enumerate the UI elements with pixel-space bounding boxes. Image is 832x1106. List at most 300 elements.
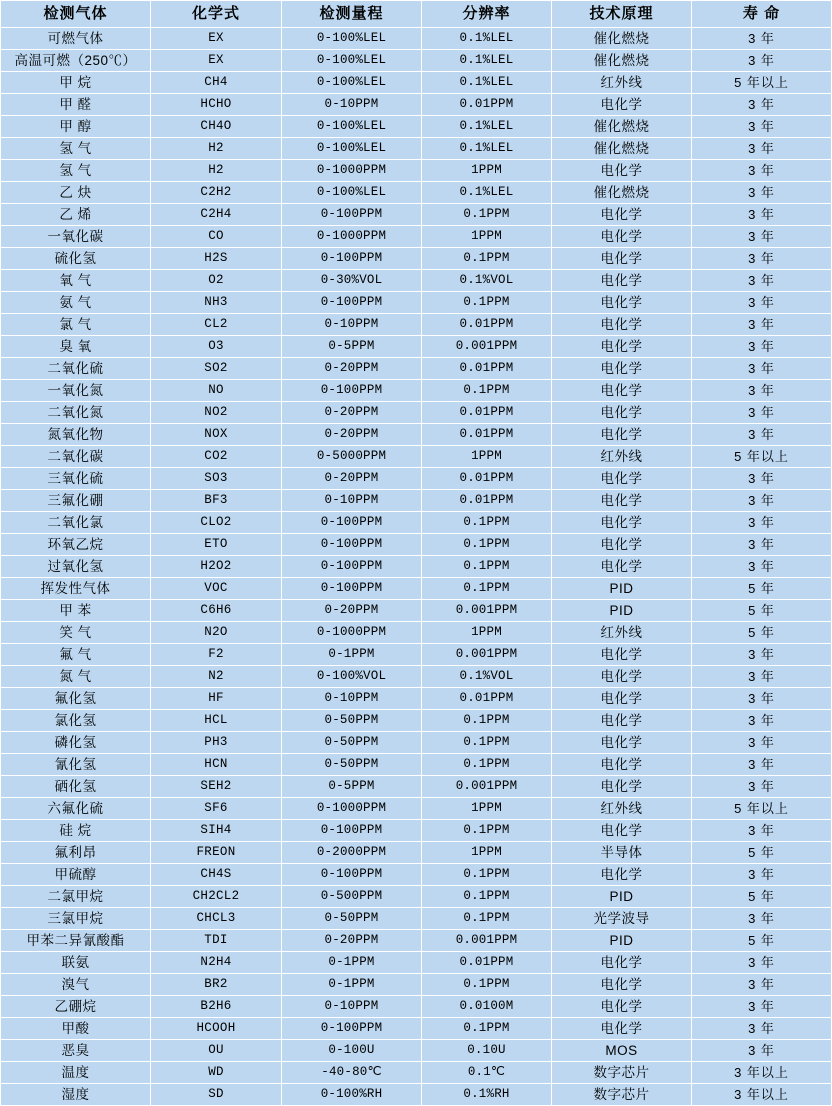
cell-principle: 催化燃烧 [552,28,692,50]
cell-gas: 一氧化碳 [1,226,151,248]
cell-principle: 电化学 [552,776,692,798]
cell-formula: SIH4 [151,820,282,842]
cell-principle: 光学波导 [552,908,692,930]
cell-principle: 电化学 [552,820,692,842]
cell-formula: CL2 [151,314,282,336]
cell-resolution: 0.1%RH [422,1084,552,1106]
table-row [1,380,832,402]
cell-formula: CHCL3 [151,908,282,930]
cell-gas: 可燃气体 [1,28,151,50]
cell-gas: 甲苯二异氰酸酯 [1,930,151,952]
cell-formula: NOX [151,424,282,446]
table-row [1,688,832,710]
cell-principle: PID [552,886,692,908]
table-header [1,1,832,28]
cell-formula: HF [151,688,282,710]
cell-resolution: 0.1PPM [422,820,552,842]
cell-resolution: 0.01PPM [422,424,552,446]
cell-resolution: 0.10U [422,1040,552,1062]
cell-principle: 电化学 [552,468,692,490]
cell-lifetime: 3 年 [692,292,832,314]
table-row [1,160,832,182]
cell-lifetime: 5 年 [692,622,832,644]
cell-lifetime: 3 年 [692,908,832,930]
cell-gas: 环氧乙烷 [1,534,151,556]
cell-lifetime: 3 年以上 [692,1084,832,1106]
cell-resolution: 0.1PPM [422,380,552,402]
cell-formula: NO2 [151,402,282,424]
cell-lifetime: 3 年 [692,952,832,974]
cell-resolution: 0.1PPM [422,1018,552,1040]
cell-gas: 甲酸 [1,1018,151,1040]
cell-principle: 电化学 [552,314,692,336]
cell-principle: 催化燃烧 [552,50,692,72]
table-body [1,28,832,1106]
cell-resolution: 0.001PPM [422,930,552,952]
column-header-lifetime: 寿 命 [692,1,832,28]
cell-gas: 挥发性气体 [1,578,151,600]
cell-principle: 电化学 [552,270,692,292]
table-row [1,336,832,358]
cell-gas: 硒化氢 [1,776,151,798]
cell-formula: H2 [151,160,282,182]
cell-resolution: 0.1PPM [422,292,552,314]
table-row [1,512,832,534]
cell-resolution: 1PPM [422,622,552,644]
cell-resolution: 0.01PPM [422,94,552,116]
cell-lifetime: 3 年 [692,138,832,160]
cell-range: 0-100%LEL [282,138,422,160]
cell-lifetime: 3 年 [692,534,832,556]
cell-range: 0-100PPM [282,204,422,226]
cell-range: 0-1PPM [282,644,422,666]
cell-lifetime: 3 年 [692,1018,832,1040]
cell-range: 0-50PPM [282,710,422,732]
table-row [1,974,832,996]
cell-range: 0-30%VOL [282,270,422,292]
cell-formula: CLO2 [151,512,282,534]
cell-range: 0-100U [282,1040,422,1062]
cell-lifetime: 3 年 [692,732,832,754]
cell-principle: 红外线 [552,622,692,644]
cell-formula: EX [151,28,282,50]
cell-principle: 电化学 [552,292,692,314]
cell-formula: SEH2 [151,776,282,798]
table-row [1,358,832,380]
table-row [1,776,832,798]
cell-formula: N2H4 [151,952,282,974]
cell-lifetime: 3 年 [692,688,832,710]
cell-lifetime: 3 年 [692,182,832,204]
cell-range: 0-100%RH [282,1084,422,1106]
cell-gas: 二氧化硫 [1,358,151,380]
cell-resolution: 0.0100M [422,996,552,1018]
cell-resolution: 0.1%LEL [422,182,552,204]
cell-formula: H2O2 [151,556,282,578]
cell-lifetime: 3 年 [692,270,832,292]
cell-formula: HCOOH [151,1018,282,1040]
cell-resolution: 0.1PPM [422,754,552,776]
cell-principle: 电化学 [552,358,692,380]
cell-lifetime: 3 年 [692,358,832,380]
cell-principle: PID [552,930,692,952]
cell-range: 0-2000PPM [282,842,422,864]
cell-principle: PID [552,578,692,600]
cell-gas: 乙 烯 [1,204,151,226]
cell-lifetime: 5 年 [692,886,832,908]
cell-resolution: 0.1PPM [422,512,552,534]
cell-resolution: 0.1PPM [422,534,552,556]
cell-gas: 臭 氧 [1,336,151,358]
table-row [1,578,832,600]
cell-gas: 氟利昂 [1,842,151,864]
cell-gas: 氨 气 [1,292,151,314]
cell-resolution: 0.1PPM [422,248,552,270]
cell-principle: 催化燃烧 [552,138,692,160]
cell-lifetime: 3 年 [692,204,832,226]
cell-range: 0-100PPM [282,248,422,270]
cell-formula: F2 [151,644,282,666]
cell-formula: NO [151,380,282,402]
cell-principle: 半导体 [552,842,692,864]
cell-principle: 电化学 [552,424,692,446]
cell-range: 0-100PPM [282,556,422,578]
cell-lifetime: 3 年 [692,710,832,732]
cell-range: 0-100PPM [282,534,422,556]
cell-gas: 六氟化硫 [1,798,151,820]
cell-range: 0-20PPM [282,600,422,622]
table-row [1,1040,832,1062]
cell-principle: PID [552,600,692,622]
table-row [1,754,832,776]
cell-gas: 磷化氢 [1,732,151,754]
cell-formula: CH4 [151,72,282,94]
cell-formula: FREON [151,842,282,864]
cell-lifetime: 3 年 [692,380,832,402]
table-row [1,292,832,314]
cell-resolution: 0.001PPM [422,776,552,798]
cell-formula: NH3 [151,292,282,314]
cell-lifetime: 3 年 [692,556,832,578]
cell-resolution: 0.1PPM [422,204,552,226]
cell-formula: C6H6 [151,600,282,622]
cell-range: 0-100%LEL [282,116,422,138]
cell-resolution: 0.01PPM [422,314,552,336]
cell-lifetime: 3 年 [692,248,832,270]
cell-resolution: 0.1PPM [422,556,552,578]
cell-range: 0-5PPM [282,776,422,798]
cell-gas: 过氧化氢 [1,556,151,578]
cell-gas: 氮 气 [1,666,151,688]
table-row [1,138,832,160]
cell-gas: 甲 醇 [1,116,151,138]
table-row [1,204,832,226]
cell-principle: 电化学 [552,512,692,534]
cell-principle: 电化学 [552,1018,692,1040]
cell-lifetime: 5 年 [692,930,832,952]
cell-gas: 联氨 [1,952,151,974]
column-header-resolution: 分辨率 [422,1,552,28]
table-row [1,1018,832,1040]
cell-resolution: 0.01PPM [422,952,552,974]
cell-gas: 氟化氢 [1,688,151,710]
table-row [1,820,832,842]
cell-gas: 氰化氢 [1,754,151,776]
table-row [1,50,832,72]
cell-formula: BF3 [151,490,282,512]
table-row [1,116,832,138]
cell-principle: 红外线 [552,446,692,468]
cell-resolution: 0.01PPM [422,402,552,424]
cell-lifetime: 3 年 [692,402,832,424]
cell-formula: ETO [151,534,282,556]
cell-formula: SD [151,1084,282,1106]
cell-formula: VOC [151,578,282,600]
cell-range: 0-100%VOL [282,666,422,688]
cell-lifetime: 3 年 [692,1040,832,1062]
cell-resolution: 1PPM [422,446,552,468]
cell-principle: 电化学 [552,710,692,732]
table-row [1,1084,832,1106]
cell-principle: 电化学 [552,402,692,424]
cell-formula: TDI [151,930,282,952]
cell-lifetime: 3 年 [692,424,832,446]
cell-formula: CH2CL2 [151,886,282,908]
cell-resolution: 0.1%LEL [422,72,552,94]
cell-gas: 氢 气 [1,160,151,182]
cell-formula: OU [151,1040,282,1062]
cell-range: 0-1000PPM [282,622,422,644]
table-row [1,424,832,446]
table-row [1,666,832,688]
table-row [1,952,832,974]
cell-range: 0-1PPM [282,974,422,996]
cell-principle: 电化学 [552,226,692,248]
cell-resolution: 0.1PPM [422,864,552,886]
cell-principle: 电化学 [552,248,692,270]
cell-lifetime: 3 年 [692,160,832,182]
cell-range: 0-20PPM [282,358,422,380]
cell-resolution: 0.1%VOL [422,270,552,292]
cell-formula: C2H4 [151,204,282,226]
cell-gas: 二氧化碳 [1,446,151,468]
cell-lifetime: 3 年 [692,490,832,512]
cell-lifetime: 3 年 [692,468,832,490]
cell-lifetime: 3 年 [692,974,832,996]
column-header-range: 检测量程 [282,1,422,28]
cell-range: 0-5000PPM [282,446,422,468]
cell-formula: N2O [151,622,282,644]
cell-principle: 电化学 [552,534,692,556]
cell-principle: 电化学 [552,864,692,886]
table-row [1,644,832,666]
cell-range: 0-1000PPM [282,160,422,182]
cell-gas: 甲硫醇 [1,864,151,886]
cell-lifetime: 3 年 [692,644,832,666]
cell-resolution: 0.01PPM [422,688,552,710]
cell-formula: CH4S [151,864,282,886]
cell-gas: 硫化氢 [1,248,151,270]
cell-principle: MOS [552,1040,692,1062]
cell-resolution: 0.001PPM [422,336,552,358]
table-row [1,226,832,248]
cell-lifetime: 5 年 [692,600,832,622]
cell-lifetime: 5 年以上 [692,798,832,820]
cell-resolution: 0.1PPM [422,886,552,908]
cell-principle: 电化学 [552,556,692,578]
cell-range: 0-5PPM [282,336,422,358]
cell-gas: 乙硼烷 [1,996,151,1018]
cell-resolution: 0.1PPM [422,710,552,732]
cell-principle: 电化学 [552,160,692,182]
table-row [1,864,832,886]
table-row [1,1062,832,1084]
cell-range: 0-100%LEL [282,72,422,94]
cell-gas: 三氯甲烷 [1,908,151,930]
cell-lifetime: 3 年 [692,94,832,116]
cell-gas: 二氧化氮 [1,402,151,424]
cell-resolution: 0.1%LEL [422,138,552,160]
cell-formula: H2S [151,248,282,270]
cell-gas: 笑 气 [1,622,151,644]
table-row [1,798,832,820]
cell-range: 0-20PPM [282,930,422,952]
cell-range: 0-100%LEL [282,182,422,204]
cell-principle: 催化燃烧 [552,182,692,204]
cell-principle: 电化学 [552,204,692,226]
cell-formula: O2 [151,270,282,292]
cell-formula: PH3 [151,732,282,754]
cell-range: 0-500PPM [282,886,422,908]
cell-range: 0-20PPM [282,468,422,490]
cell-lifetime: 3 年 [692,754,832,776]
cell-lifetime: 3 年 [692,116,832,138]
table-row [1,886,832,908]
cell-principle: 数字芯片 [552,1084,692,1106]
cell-formula: HCN [151,754,282,776]
cell-formula: HCL [151,710,282,732]
table-row [1,28,832,50]
cell-resolution: 0.001PPM [422,600,552,622]
cell-formula: SO3 [151,468,282,490]
cell-resolution: 0.1PPM [422,908,552,930]
cell-formula: SO2 [151,358,282,380]
cell-gas: 高温可燃（250℃） [1,50,151,72]
cell-gas: 氟 气 [1,644,151,666]
cell-formula: EX [151,50,282,72]
cell-gas: 三氟化硼 [1,490,151,512]
cell-range: 0-100PPM [282,512,422,534]
cell-lifetime: 3 年以上 [692,1062,832,1084]
cell-formula: CO [151,226,282,248]
cell-range: 0-1PPM [282,952,422,974]
cell-formula: B2H6 [151,996,282,1018]
cell-lifetime: 3 年 [692,50,832,72]
cell-resolution: 0.01PPM [422,468,552,490]
cell-principle: 电化学 [552,732,692,754]
cell-lifetime: 3 年 [692,996,832,1018]
cell-resolution: 1PPM [422,798,552,820]
table-row [1,622,832,644]
cell-principle: 红外线 [552,798,692,820]
cell-formula: HCHO [151,94,282,116]
cell-gas: 温度 [1,1062,151,1084]
cell-resolution: 1PPM [422,842,552,864]
cell-principle: 数字芯片 [552,1062,692,1084]
cell-resolution: 0.1PPM [422,732,552,754]
cell-gas: 氧 气 [1,270,151,292]
cell-principle: 电化学 [552,94,692,116]
cell-gas: 甲 醛 [1,94,151,116]
cell-lifetime: 3 年 [692,336,832,358]
table-row [1,314,832,336]
table-row [1,402,832,424]
cell-gas: 二氧化氯 [1,512,151,534]
cell-lifetime: 3 年 [692,776,832,798]
table-row [1,930,832,952]
table-header-row [1,1,832,28]
table-row [1,490,832,512]
cell-principle: 电化学 [552,754,692,776]
cell-principle: 电化学 [552,380,692,402]
cell-resolution: 0.001PPM [422,644,552,666]
table-row [1,710,832,732]
cell-principle: 电化学 [552,974,692,996]
cell-lifetime: 3 年 [692,666,832,688]
cell-resolution: 0.1PPM [422,974,552,996]
table-row [1,732,832,754]
cell-range: 0-100%LEL [282,50,422,72]
cell-resolution: 0.01PPM [422,490,552,512]
cell-principle: 催化燃烧 [552,116,692,138]
cell-resolution: 0.1%LEL [422,116,552,138]
column-header-principle: 技术原理 [552,1,692,28]
cell-gas: 乙 炔 [1,182,151,204]
cell-resolution: 0.1%LEL [422,28,552,50]
cell-range: 0-100PPM [282,292,422,314]
cell-principle: 红外线 [552,72,692,94]
cell-range: 0-10PPM [282,314,422,336]
cell-range: 0-100PPM [282,380,422,402]
table-row [1,600,832,622]
cell-principle: 电化学 [552,666,692,688]
cell-resolution: 1PPM [422,226,552,248]
cell-resolution: 0.1℃ [422,1062,552,1084]
cell-range: 0-100PPM [282,1018,422,1040]
cell-gas: 硅 烷 [1,820,151,842]
cell-gas: 二氯甲烷 [1,886,151,908]
column-header-formula: 化学式 [151,1,282,28]
table-row [1,248,832,270]
cell-gas: 氢 气 [1,138,151,160]
cell-range: 0-50PPM [282,732,422,754]
table-row [1,534,832,556]
cell-formula: SF6 [151,798,282,820]
cell-gas: 溴气 [1,974,151,996]
cell-formula: O3 [151,336,282,358]
cell-principle: 电化学 [552,644,692,666]
cell-formula: C2H2 [151,182,282,204]
cell-principle: 电化学 [552,490,692,512]
cell-lifetime: 3 年 [692,28,832,50]
cell-formula: WD [151,1062,282,1084]
cell-principle: 电化学 [552,996,692,1018]
cell-range: 0-10PPM [282,94,422,116]
cell-range: 0-100PPM [282,864,422,886]
cell-resolution: 0.1%LEL [422,50,552,72]
cell-gas: 恶臭 [1,1040,151,1062]
cell-resolution: 0.1PPM [422,578,552,600]
